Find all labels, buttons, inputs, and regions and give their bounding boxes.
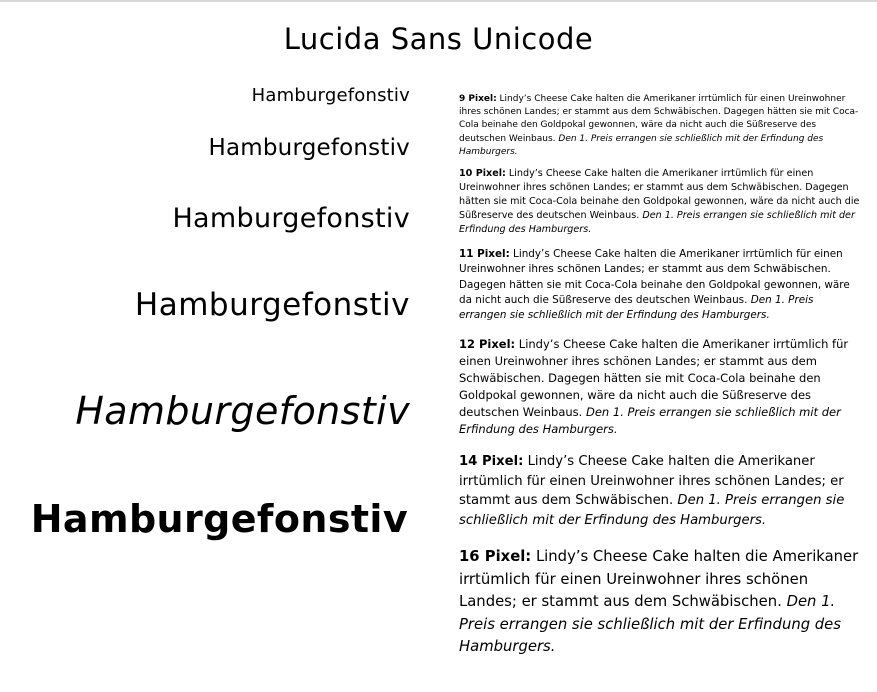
sample-word-xlarge: Hamburgefonstiv [134,287,410,323]
paragraph-12px [459,336,864,437]
paragraph-italic: Den 1. Preis errangen sie schließlich mit der Erfindung des Hamburgers. [459,210,855,235]
paragraph-lead: 11 Pixel: [459,248,510,260]
paragraph-body: Lindy’s Cheese Cake halten die Amerikaner irrtümlich für einen Ureinwohner ihres schönen Landes; er stammt aus dem Schwäbischen. [459,454,844,509]
sample-word-medium: Hamburgefonstiv [208,135,410,161]
paragraph-italic: Den 1. Preis errangen sie schließlich mit der Erfindung des Hamburgers. [459,593,841,656]
paragraph-body: Lindy’s Cheese Cake halten die Amerikaner irrtümlich für einen Ureinwohner ihres schönen Landes; er stammt aus dem Schwäbischen. [459,548,859,611]
paragraph-lead: 16 Pixel: [459,548,532,565]
sample-word-bold: Hamburgefonstiv [30,497,408,541]
paragraph-body: Lindy’s Cheese Cake halten die Amerikaner irrtümlich für einen Ureinwohner ihres schönen Landes; er stammt aus dem Schwäbischen. Dagegen hätten sie mit Coca-Cola beinahe den Goldpokal gewonnen, wäre da nicht auch die Süßreserve des deutschen Weinbaus. [459,248,850,306]
paragraph-italic: Den 1. Preis errangen sie schließlich mit der Erfindung des Hamburgers. [459,493,845,528]
paragraph-lead: 12 Pixel: [459,337,516,351]
font-title: Lucida Sans Unicode [283,22,594,56]
top-divider [0,0,877,2]
paragraph-10px [459,167,864,237]
paragraph-14px [459,452,864,530]
paragraph-lead: 9 Pixel: [459,94,497,104]
paragraph-body: Lindy’s Cheese Cake halten die Amerikaner irrtümlich für einen Ureinwohner ihres schönen Landes; er stammt aus dem Schwäbischen. Dagegen hätten sie mit Coca-Cola beinahe den Goldpokal gewonnen, wäre da nicht auch die Süßreserve des deutschen Weinbaus. [459,337,849,419]
paragraph-lead: 14 Pixel: [459,454,524,469]
paragraph-italic: Den 1. Preis errangen sie schließlich mit der Erfindung des Hamburgers. [459,133,824,157]
paragraph-body: Lindy’s Cheese Cake halten die Amerikaner irrtümlich für einen Ureinwohner ihres schönen Landes; er stammt aus dem Schwäbischen. Dagegen hätten sie mit Coca-Cola beinahe den Goldpokal gewonnen, wäre da nicht auch die Süßreserve des deutschen Weinbaus. [459,168,860,221]
paragraph-16px [459,546,864,659]
paragraph-11px [459,247,864,323]
sample-word-italic: Hamburgefonstiv [75,389,410,433]
sample-word-small: Hamburgefonstiv [251,85,410,106]
paragraph-9px [459,93,864,159]
paragraph-body: Lindy’s Cheese Cake halten die Amerikaner irrtümlich für einen Ureinwohner ihres schönen Landes; er stammt aus dem Schwäbischen. Dagegen hätten sie mit Coca-Cola beinahe den Goldpokal gewonnen, wäre da nicht auch die Süßreserve des deutschen Weinbaus. [459,94,859,144]
paragraph-lead: 10 Pixel: [459,168,506,179]
paragraph-italic: Den 1. Preis errangen sie schließlich mit der Erfindung des Hamburgers. [459,404,841,436]
paragraph-italic: Den 1. Preis errangen sie schließlich mit der Erfindung des Hamburgers. [459,293,814,322]
sample-word-large: Hamburgefonstiv [172,203,410,234]
